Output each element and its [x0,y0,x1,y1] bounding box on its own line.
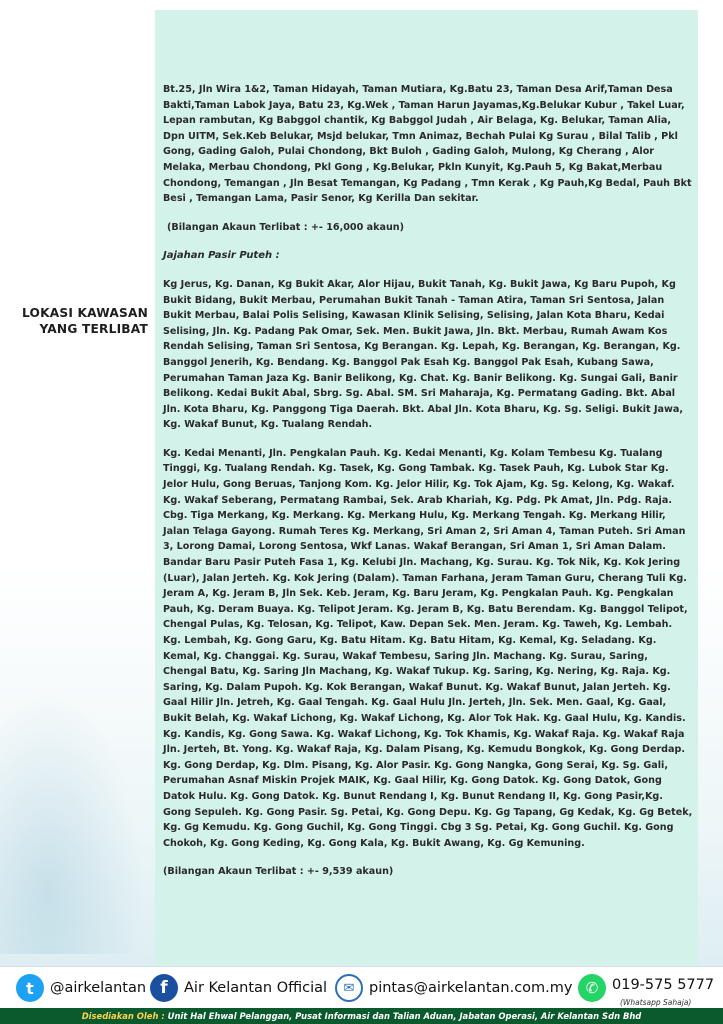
prepared-by-text: Unit Hal Ehwal Pelanggan, Pusat Informasi dan Talian Aduan, Jabatan Operasi, Air Kelantan Sdn Bhd [167,1011,642,1021]
twitter-handle: @airkelantan [50,980,147,996]
whatsapp-icon: ✆ [578,974,606,1002]
twitter-icon: t [16,974,44,1002]
affected-locations-content [163,82,693,880]
section2-paragraph2: Kg. Kedai Menanti, Jln. Pengkalan Pauh. Kg. Kedai Menanti, Kg. Kolam Tembesu Kg. Tualang Tinggi, Kg. Tualang Rendah. Kg. Tasek, Kg. Gong Tambak. Kg. Tasek Pauh, Kg. Lubok Star Kg. Jelor Hulu, Gong Beruas, Tanjong Kom. Kg. Jelor Hilir, Kg. Tok Ajam, Kg. Sg. Kelong, Kg. Wakaf. Kg. Wakaf Seberang, Permatang Rambai, Sek. Arab Khariah, Kg. Pdg. Pk Amat, Jln. Pdg. Raja. Cbg. Tiga Merkang, Kg. Merkang. Kg. Merkang Hulu, Kg. Merkang Tengah. Kg. Merkang Hilir, Jalan Telaga Gayong. Rumah Teres Kg. Merkang, Sri Aman 2, Sri Aman 4, Taman Puteh. Sri Aman 3, Lorong Damai, Lorong Sentosa, Wkf Lanas. Wakaf Berangan, Sri Aman 1, Sri Aman Dalam. Bandar Baru Pasir Puteh Fasa 1, Kg. Kelubi Jln. Machang, Kg. Surau. Kg. Tok Nik, Kg. Kok Jering (Luar), Jalan Jerteh. Kg. Kok Jering (Dalam). Taman Farhana, Jeram Taman Guru, Cherang Tuli Kg. Jeram A, Kg. Jeram B, Jln Sek. Keb. Jeram, Kg. Baru Jeram, Kg. Pengkalan Pauh. Kg. Pengkalan Pauh, Kg. Deram Buaya. Kg. Telipot Jeram. Kg. Jeram B, Kg. Batu Berendam. Kg. Banggol Telipot, Chengal Pulas, Kg. Telosan, Kg. Telipot, Kaw. Depan Sek. Men. Jeram. Kg. Taweh, Kg. Lembah. Kg. Lembah, Kg. Gong Garu, Kg. Batu Hitam. Kg. Batu Hitam, Kg. Kemal, Kg. Seladang. Kg. Kemal, Kg. Changgai. Kg. Surau, Wakaf Tembesu, Saring Jln. Machang. Kg. Surau, Saring, Chengal Batu, Kg. Saring Jln Machang, Kg. Wakaf Tukup. Kg. Saring, Kg. Nering, Kg. Raja. Kg. Saring, Kg. Dalam Pupoh. Kg. Kok Berangan, Wakaf Bunut. Kg. Wakaf Bunut, Jalan Jerteh. Kg. Gaal Hilir Jln. Jetreh, Kg. Gaal Tengah. Kg. Gaal Hulu Jln. Jerteh, Jln. Sek. Men. Gaal, Kg. Gaal, Bukit Belah, Kg. Wakaf Lichong, Kg. Wakaf Lichong, Kg. Alor Tok Hak. Kg. Gaal Hulu, Kg. Kandis. Kg. Kandis, Kg. Gong Sawa. Kg. Wakaf Lichong, Kg. Tok Khamis, Kg. Wakaf Raja. Kg. Wakaf Raja Jln. Jerteh, Bt. Yong. Kg. Wakaf Raja, Kg. Dalam Pisang, Kg. Kemudu Bongkok, Kg. Gong Derdap. Kg. Gong Derdap, Kg. Dlm. Pisang, Kg. Alor Pasir. Kg. Gong Nangka, Gong Serai, Kg. Sg. Gali, Perumahan Asnaf Miskin Projek MAIK, Kg. Gaal Hilir, Kg. Gong Datok. Kg. Gong Datok, Gong Datok Hulu. Kg. Gong Datok. Kg. Bunut Rendang I, Kg. Bunut Rendang II, Kg. Gong Pasir,Kg. Gong Sepuleh. Kg. Gong Pasir. Sg. Petai, Kg. Gong Depu. Kg. Gg Tapang, Gg Kedak, Kg. Gg Betek, Kg. Gg Kemudu. Kg. Gong Guchil, Kg. Gong Tinggi. Cbg 3 Sg. Petai, Kg. Gong Guchil. Kg. Gong Chokoh, Kg. Gong Keding, Kg. Gong Kala, Kg. Bukit Awang, Kg. Gg Kemuning. [163,447,693,849]
facebook-contact[interactable] [150,974,327,1002]
email-address: pintas@airkelantan.com.my [369,980,573,996]
affected-area-label-line2: YANG TERLIBAT [39,322,148,336]
whatsapp-note: (Whatsapp Sahaja) [620,998,692,1007]
section2-paragraph1: Kg Jerus, Kg. Danan, Kg Bukit Akar, Alor Hijau, Bukit Tanah, Kg. Bukit Jawa, Kg Baru Pupoh, Kg Bukit Bidang, Bukit Merbau, Perumahan Bukit Tanah - Taman Atira, Taman Sri Sentosa, Jalan Bukit Merbau, Balai Polis Selising, Kawasan Klinik Selising, Selising, Jalan Kota Bharu, Kedai Selising, Jln. Kg. Padang Pak Omar, Sek. Men. Bukit Jawa, Jln. Bkt. Merbau, Rumah Awam Kos Rendah Selising, Taman Sri Sentosa, Kg Berangan. Kg. Lepah, Kg. Berangan, Kg. Berangan, Kg. Banggol Jenerih, Kg. Bendang. Kg. Banggol Pak Esah Kg. Banggol Pak Esah, Kubang Sawa, Perumahan Taman Jaza Kg. Banir Belikong, Kg. Chat. Kg. Banir Belikong. Kg. Sungai Gali, Banir Belikong. Kedai Bukit Abal, Sbrg. Sg. Abal. SM. Sri Maharaja, Kg. Permatang Gading. Bkt. Abal Jln. Kota Bharu, Kg. Panggong Tiga Daerah. Bkt. Abal Jln. Kota Bharu, Kg. Sg. Seligi. Bukit Jawa, Kg. Wakaf Bunut, Kg. Tualang Rendah. [163,278,683,431]
whatsapp-number: 019-575 5777 [612,977,715,993]
contact-footer [0,966,723,1009]
district-heading-pasir-puteh: Jajahan Pasir Puteh : [163,250,280,262]
prepared-by-bar [0,1008,723,1024]
section1-account-count: (Bilangan Akaun Terlibat : +- 16,000 akaun) [167,221,404,233]
facebook-name: Air Kelantan Official [184,980,328,996]
section2-account-count: (Bilangan Akaun Terlibat : +- 9,539 akaun) [163,866,394,878]
email-icon: ✉ [335,974,363,1002]
section1-locations: Bt.25, Jln Wira 1&2, Taman Hidayah, Taman Mutiara, Kg.Batu 23, Taman Desa Arif,Taman Desa Bakti,Taman Labok Jaya, Batu 23, Kg.Wek , Taman Harun Jayamas,Kg.Belukar Kubur , Takel Luar, Lepan rambutan, Kg Babggol chantik, Kg Babggol Judah , Air Belaga, Kg. Belukar, Taman Alia, Dpn UITM, Sek.Keb Belukar, Msjd belukar, Tmn Animaz, Bechah Pulai Kg Surau , Bilal Talib , Pkl Gong, Gading Galoh, Pulai Chondong, Bkt Buloh , Gading Galoh, Mulong, Kg Cherang , Alor Melaka, Merbau Chondong, Pkl Gong , Kg.Belukar, Pkln Kunyit, Kg.Pauh 5, Kg Bakat,Merbau Chondong, Temangan , Jln Besat Temangan, Kg Padang , Tmn Kerak , Kg Pauh,Kg Bedal, Pauh Bkt Besi , Temangan Lama, Pasir Senor, Kg Kerilla Dan sekitar. [163,84,692,205]
email-contact[interactable] [335,974,572,1002]
twitter-contact[interactable] [16,974,146,1002]
facebook-icon: f [150,974,178,1002]
affected-area-label-line1: LOKASI KAWASAN [22,306,148,320]
prepared-by-label: Disediakan Oleh : [81,1011,165,1021]
affected-area-label [10,305,148,337]
water-splash-decoration [0,654,160,954]
